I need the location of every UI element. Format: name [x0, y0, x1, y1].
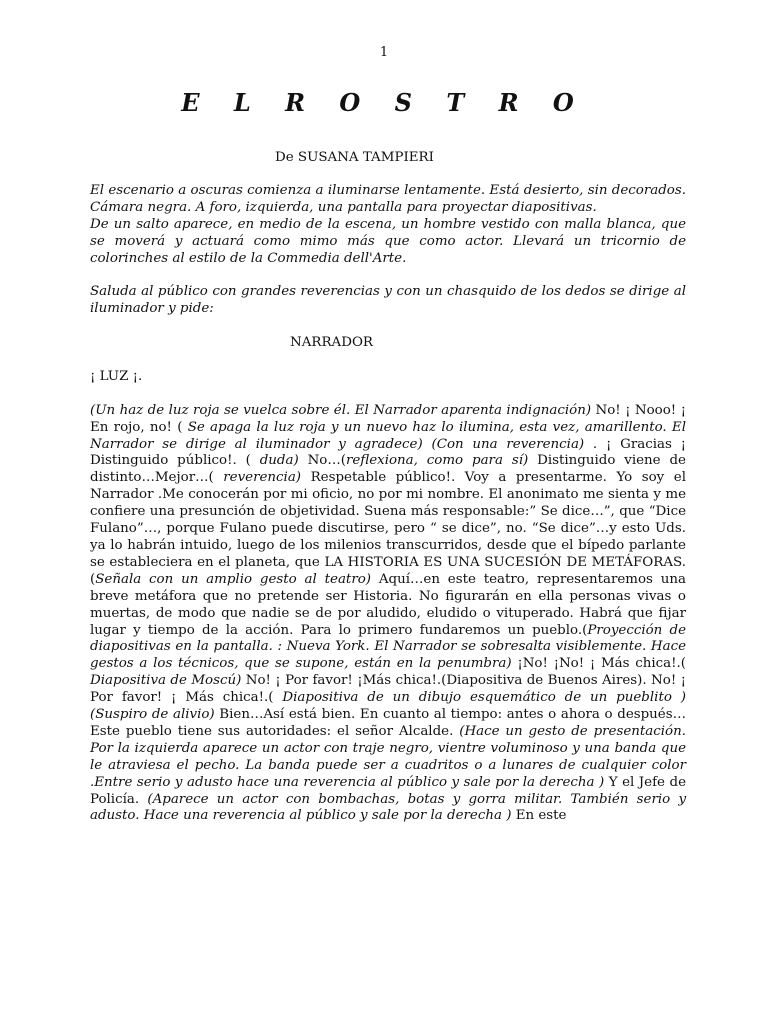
stage-direction-segment: Diapositiva de Moscú)	[90, 673, 242, 689]
dialogue-paragraph	[90, 403, 686, 826]
document-body	[90, 183, 686, 825]
dialogue-segment: Y el Jefe de Policía.	[90, 774, 686, 807]
dialogue-segment: Bien…Así está bien. En cuanto al tiempo: antes o ahora o después…Este pueblo tiene sus autoridades: el señor Alcalde.	[90, 707, 686, 739]
dialogue-segment: No! ¡ Nooo! ¡ En rojo, no! (	[90, 402, 686, 435]
stage-direction-segment: reflexiona, como para sí)	[345, 453, 529, 469]
stage-direction-intro: El escenario a oscuras comienza a iluminarse lentamente. Está desierto, sin decorados. Cámara negra. A foro, izquierda, una pantalla para proyectar diapositivas.	[90, 183, 686, 215]
stage-direction-segment: Diapositiva de un dibujo esquemático de un pueblito ) (Suspiro de alivio)	[90, 690, 686, 723]
dialogue-segment: No! ¡ Por favor! ¡Más chica!.(Diapositiva de Buenos Aires). No! ¡ Por favor! ¡ Más chica!.(	[90, 673, 686, 706]
stage-direction-segment: (Un haz de luz roja se vuelca sobre él. El Narrador aparenta indignación)	[90, 402, 592, 418]
stage-direction-segment: duda)	[259, 453, 299, 469]
page-number: 1	[379, 45, 389, 60]
page-title: E L R O S T R O	[181, 88, 587, 117]
dialogue-segment: En este	[511, 808, 567, 824]
dialogue-segment: ¡No! ¡No! ¡ Más chica!.(	[511, 656, 686, 672]
dialogue-segment: No…(	[298, 453, 346, 469]
stage-direction-segment: reverencia)	[223, 470, 302, 486]
dialogue-segment: Distinguido viene de distinto…Mejor…(	[90, 453, 686, 486]
stage-direction-character: De un salto aparece, en medio de la escena, un hombre vestido con malla blanca, que se moverá y actuará como mimo más que como actor. Llevará un tricornio de colorinches al estilo de la Commedia dell'Arte.	[90, 216, 686, 266]
speaker-name: NARRADOR	[290, 335, 374, 351]
dialogue-segment: Aquí…en este teatro, representaremos una breve metáfora que no pretende ser Historia. No figurarán en ella personas vivas o muertas, de modo que nadie se de por aludido, eludido o vituperado. Habrá que fijar lugar y tiempo de la acción. Para lo primero fundaremos un pueblo.(	[90, 571, 687, 638]
stage-direction-segment: (Aparece un actor con bombachas, botas y gorra militar. También serio y adusto. Hace una reverencia al público y sale por la derecha )	[90, 791, 687, 824]
stage-direction-greeting: Saluda al público con grandes reverencias y con un chasquido de los dedos se dirige al iluminador y pide:	[90, 284, 686, 317]
author-line: De SUSANA TAMPIERI	[275, 150, 434, 165]
stage-direction-segment: Señala con un amplio gesto al teatro)	[95, 571, 372, 587]
stage-direction-segment: (Hace un gesto de presentación. Por la izquierda aparece un actor con traje negro, vientre voluminoso y una banda que le atraviesa el pecho. La banda puede ser a cuadritos o a lunares de cualquier color .Entre serio y adusto hace una reverencia al público y sale por la derecha )	[90, 723, 686, 790]
dialogue-segment: Respetable público!. Voy a presentarme. Yo soy el Narrador .Me conocerán por mi oficio, no por mi nombre. El anonimato me sienta y me confiere una presunción de objetividad. Suena más responsable:” Se dice…”, que “Dice Fulano”…, porque Fulano puede discutirse, pero “ se dice”, no. “Se dice”…y esto Uds. ya lo habrán intuido, luego de los milenios transcurridos, desde que el bípedo parlante se estableciera en el planeta, que LA HISTORIA ES UNA SUCESIÓN DE METÁFORAS. (	[90, 470, 686, 587]
stage-direction-segment: Proyección de diapositivas en la pantalla. : Nueva York. El Narrador se sobresalta visiblemente. Hace gestos a los técnicos, que se supone, están en la penumbra)	[90, 622, 686, 672]
dialogue-segment: ¡ Gracias ¡ Distinguido público!. (	[90, 436, 686, 469]
stage-direction-segment: Se apaga la luz roja y un nuevo haz lo ilumina, esta vez, amarillento. El Narrador se dirige al iluminador y agradece) (Con una reverencia) .	[90, 419, 686, 452]
dialogue-line: ¡ LUZ ¡.	[90, 368, 143, 384]
